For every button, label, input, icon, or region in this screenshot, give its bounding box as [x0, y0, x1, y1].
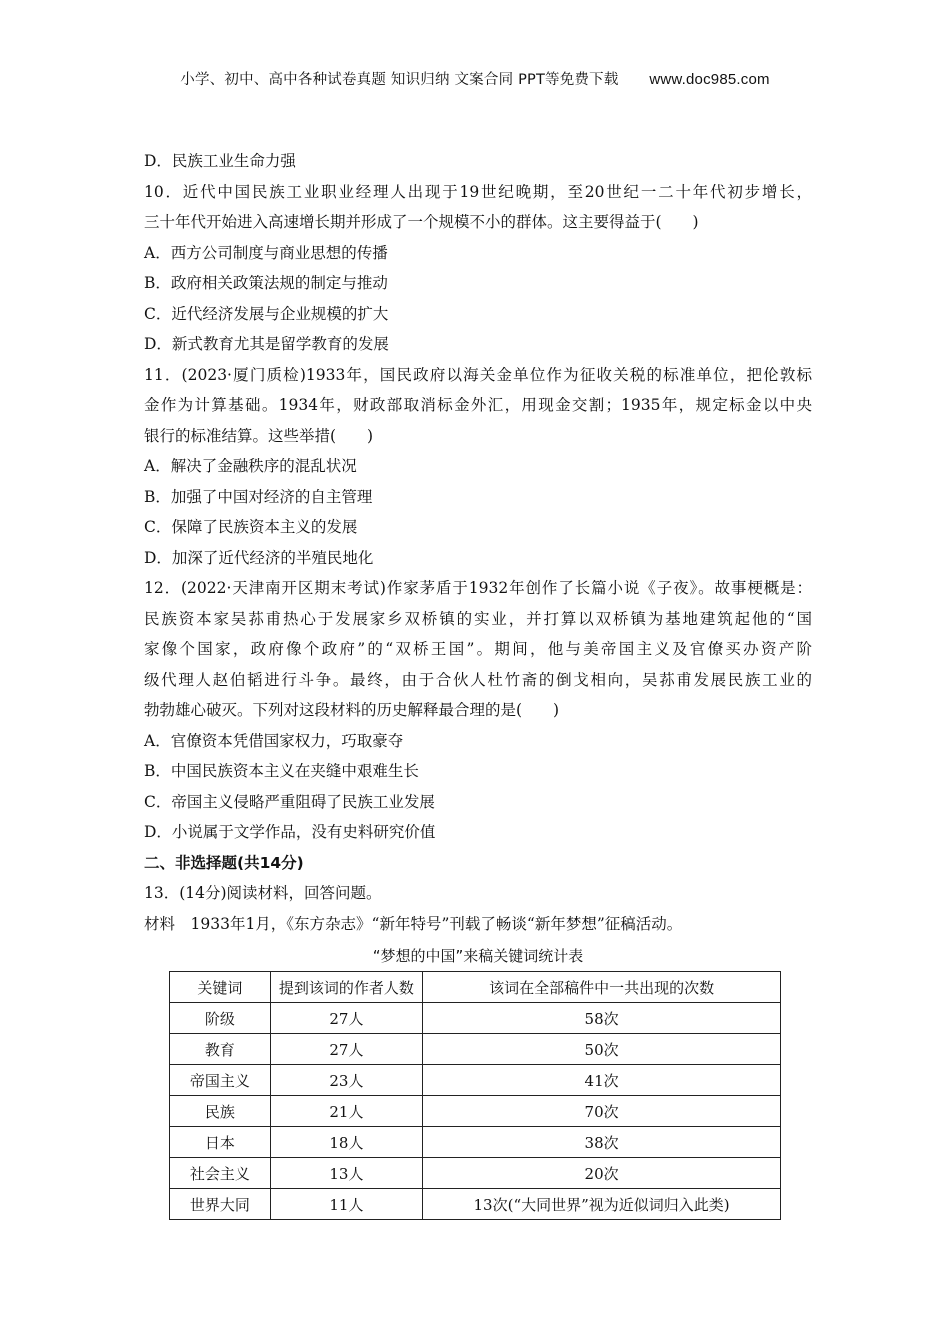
option-d-q12: D．小说属于文学作品，没有史料研究价值	[144, 823, 436, 841]
option-a-q10: A．西方公司制度与商业思想的传播	[144, 243, 388, 262]
question-12-stem: 12．(2022·天津南开区期末考试)作家茅盾于1932年创作了长篇小说《子夜》。故事梗概是：	[144, 579, 812, 597]
question-11-stem-cont: 金作为计算基础。1934年，财政部取消标金外汇，用现金交割；1935年，规定标金以中央	[144, 396, 812, 414]
keyword-cell: 阶级	[170, 1003, 271, 1034]
option-c-q10: C．近代经济发展与企业规模的扩大	[144, 304, 389, 323]
author-count-cell: 23人	[270, 1065, 423, 1096]
table-row	[170, 1065, 781, 1096]
option-d-q10: D．新式教育尤其是留学教育的发展	[144, 335, 389, 353]
option-a-q12: A．官僚资本凭借国家权力，巧取豪夺	[144, 731, 404, 750]
table-row	[170, 1189, 781, 1220]
keyword-cell: 民族	[170, 1096, 271, 1127]
option-c-q12: C．帝国主义侵略严重阻碍了民族工业发展	[144, 792, 435, 811]
document-body	[144, 146, 812, 1220]
table-header-row	[170, 972, 781, 1003]
author-count-cell: 27人	[270, 1034, 423, 1065]
author-count-cell: 21人	[270, 1096, 423, 1127]
header-text: 小学、初中、高中各种试卷真题 知识归纳 文案合同 PPT等免费下载	[180, 72, 619, 88]
occurrence-cell: 70次	[423, 1096, 781, 1127]
author-count-cell: 27人	[270, 1003, 423, 1034]
keyword-cell: 世界大同	[170, 1189, 271, 1220]
option-b-q12: B．中国民族资本主义在夹缝中艰难生长	[144, 762, 419, 780]
material-intro: 材料 1933年1月，《东方杂志》“新年特号”刊载了畅谈“新年梦想”征稿活动。	[144, 914, 683, 933]
keyword-cell: 社会主义	[170, 1158, 271, 1189]
occurrence-cell: 20次	[423, 1158, 781, 1189]
author-count-cell: 11人	[270, 1189, 423, 1220]
question-12-stem-cont-2: 家像个国家，政府像个政府”的“双桥王国”。期间，他与美帝国主义及官僚买办资产阶	[144, 640, 812, 658]
question-10-stem-cont: 三十年代开始进入高速增长期并形成了一个规模不小的群体。这主要得益于( )	[144, 213, 699, 231]
keyword-cell: 帝国主义	[170, 1065, 271, 1096]
header-url: www.doc985.com	[649, 71, 770, 88]
table-row	[170, 1003, 781, 1034]
keyword-cell: 日本	[170, 1127, 271, 1158]
section-heading: 二、非选择题(共14分)	[144, 853, 304, 872]
keyword-stats-table	[169, 971, 781, 1220]
option-c-q11: C．保障了民族资本主义的发展	[144, 518, 358, 536]
question-12-stem-cont-3: 级代理人赵伯韬进行斗争。最终，由于合伙人杜竹斋的倒戈相向，吴荪甫发展民族工业的	[144, 670, 812, 689]
occurrence-cell: 50次	[423, 1034, 781, 1065]
author-count-cell: 13人	[270, 1158, 423, 1189]
occurrence-cell: 41次	[423, 1065, 781, 1096]
table-row	[170, 1034, 781, 1065]
table-row	[170, 1127, 781, 1158]
option-d-q11: D．加深了近代经济的半殖民地化	[144, 548, 374, 567]
table-row	[170, 1158, 781, 1189]
option-b-q10: B．政府相关政策法规的制定与推动	[144, 274, 388, 292]
table-row	[170, 1096, 781, 1127]
keyword-cell: 教育	[170, 1034, 271, 1065]
question-11-stem: 11．(2023·厦门质检)1933年，国民政府以海关金单位作为征收关税的标准单位，把伦敦标	[144, 365, 812, 384]
option-b-q11: B．加强了中国对经济的自主管理	[144, 487, 373, 506]
occurrence-cell: 38次	[423, 1127, 781, 1158]
page-header	[0, 68, 950, 89]
occurrence-cell: 58次	[423, 1003, 781, 1034]
occurrence-cell: 13次(“大同世界”视为近似词归入此类)	[423, 1189, 781, 1220]
question-13-stem: 13．(14分)阅读材料，回答问题。	[144, 884, 382, 902]
question-12-stem-cont-1: 民族资本家吴荪甫热心于发展家乡双桥镇的实业，并打算以双桥镇为基地建筑起他的“国	[144, 609, 812, 628]
header-keyword: 关键词	[170, 972, 271, 1003]
question-12-stem-end: 勃勃雄心破灭。下列对这段材料的历史解释最合理的是( )	[144, 701, 560, 719]
option-a-q11: A．解决了金融秩序的混乱状况	[144, 457, 357, 475]
question-10-stem: 10．近代中国民族工业职业经理人出现于19世纪晚期，至20世纪一二十年代初步增长，	[144, 182, 812, 201]
header-author-count: 提到该词的作者人数	[270, 972, 423, 1003]
table-caption: “梦想的中国”来稿关键词统计表	[372, 947, 584, 965]
author-count-cell: 18人	[270, 1127, 423, 1158]
option-d-q9: D．民族工业生命力强	[144, 152, 296, 170]
header-occurrence-count: 该词在全部稿件中一共出现的次数	[423, 972, 781, 1003]
question-11-stem-end: 银行的标准结算。这些举措( )	[144, 426, 374, 445]
